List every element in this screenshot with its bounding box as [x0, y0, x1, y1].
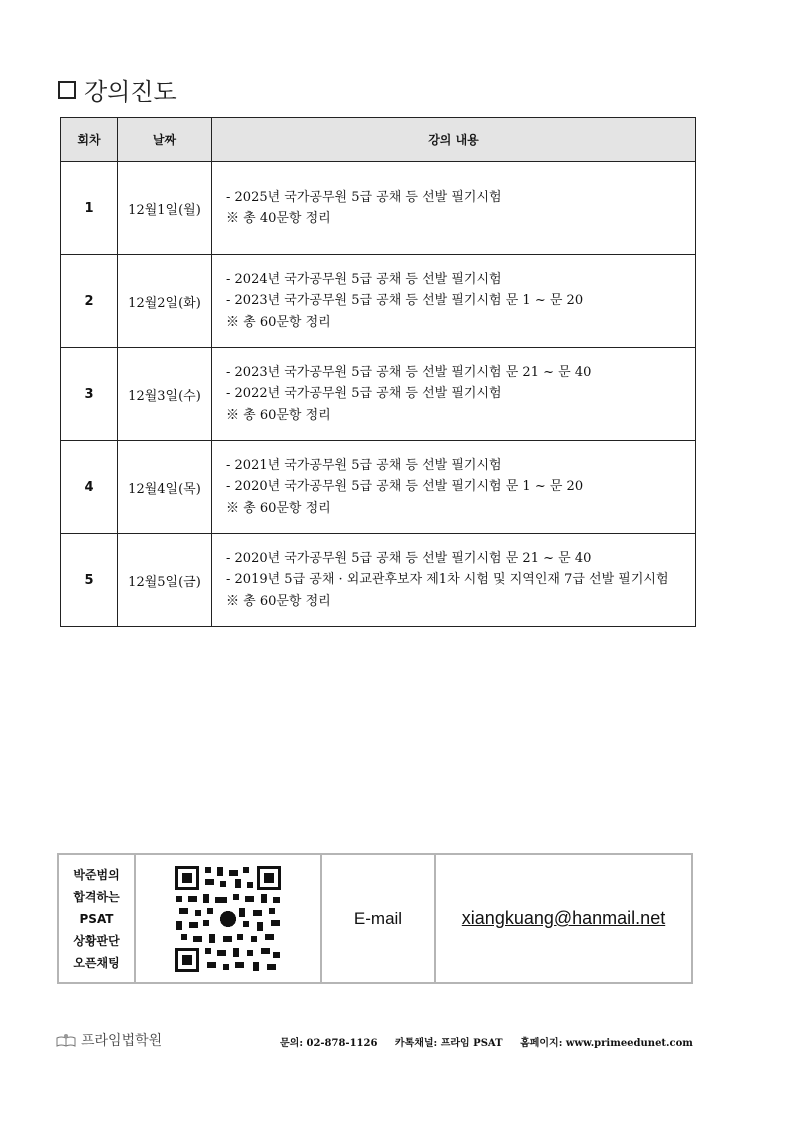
promo-line: 상황판단 [73, 933, 120, 948]
content-line: - 2023년 국가공무원 5급 공채 등 선발 필기시험 문 21 ~ 문 40 [226, 364, 592, 380]
content-line: ※ 총 60문항 정리 [226, 500, 331, 516]
email-link[interactable]: xiangkuang@hanmail.net [461, 908, 666, 928]
checkbox-square-icon [58, 81, 76, 99]
header-date: 날짜 [118, 118, 212, 162]
session-number: 4 [61, 441, 118, 534]
content-line: ※ 총 60문항 정리 [226, 407, 331, 423]
content-line: - 2019년 5급 공채 · 외교관후보자 제1차 시험 및 지역인재 7급 선발 필기시험 [226, 572, 669, 588]
promo-line: 박준범의 [73, 867, 120, 882]
content-line: - 2020년 국가공무원 5급 공채 등 선발 필기시험 문 1 ~ 문 20 [226, 479, 584, 495]
contact-info [280, 1034, 707, 1049]
content-line: ※ 총 40문항 정리 [226, 211, 331, 226]
contact-website[interactable]: 홈페이지: www.primeedunet.com [520, 1038, 693, 1049]
content-line: ※ 총 60문항 정리 [226, 593, 331, 609]
content-line: - 2021년 국가공무원 5급 공채 등 선발 필기시험 [226, 457, 502, 473]
qr-code-cell [136, 855, 322, 982]
session-content [212, 441, 696, 534]
session-number: 5 [61, 534, 118, 627]
schedule-table [60, 117, 696, 627]
session-number: 3 [61, 348, 118, 441]
content-line: - 2024년 국가공무원 5급 공채 등 선발 필기시험 [226, 271, 502, 287]
table-header-row [61, 118, 696, 162]
contact-phone: 문의: 02-878-1126 [280, 1038, 378, 1049]
table-row [61, 162, 696, 255]
email-value-cell [436, 855, 691, 982]
session-content [212, 255, 696, 348]
session-content [212, 348, 696, 441]
promo-text [59, 855, 136, 982]
table-row [61, 441, 696, 534]
qr-code-icon[interactable] [173, 864, 283, 974]
session-content [212, 534, 696, 627]
header-content: 강의 내용 [212, 118, 696, 162]
content-line: ※ 총 60문항 정리 [226, 314, 331, 330]
section-title [58, 72, 177, 107]
session-date: 12월1일(월) [118, 162, 212, 255]
content-line: - 2022년 국가공무원 5급 공채 등 선발 필기시험 [226, 386, 502, 402]
table-row [61, 255, 696, 348]
footer-info-box [57, 853, 693, 984]
promo-line: PSAT [79, 911, 114, 926]
book-logo-icon [55, 1033, 77, 1047]
brand-logo [55, 1030, 162, 1050]
session-content [212, 162, 696, 255]
table-row [61, 348, 696, 441]
session-number: 2 [61, 255, 118, 348]
session-date: 12월3일(수) [118, 348, 212, 441]
session-number: 1 [61, 162, 118, 255]
contact-kakao: 카톡채널: 프라임 PSAT [394, 1038, 503, 1049]
promo-line: 합격하는 [73, 889, 120, 904]
session-date: 12월2일(화) [118, 255, 212, 348]
content-line: - 2020년 국가공무원 5급 공채 등 선발 필기시험 문 21 ~ 문 40 [226, 550, 592, 566]
promo-line: 오픈채팅 [73, 955, 120, 970]
content-line: - 2025년 국가공무원 5급 공채 등 선발 필기시험 [226, 189, 502, 205]
page-title: 강의진도 [84, 78, 177, 106]
session-date: 12월4일(목) [118, 441, 212, 534]
header-no: 회차 [61, 118, 118, 162]
session-date: 12월5일(금) [118, 534, 212, 627]
email-label-cell [322, 855, 436, 982]
email-label: E-mail [353, 908, 403, 928]
content-line: - 2023년 국가공무원 5급 공채 등 선발 필기시험 문 1 ~ 문 20 [226, 293, 584, 309]
brand-name: 프라임법학원 [81, 1033, 163, 1049]
table-row [61, 534, 696, 627]
